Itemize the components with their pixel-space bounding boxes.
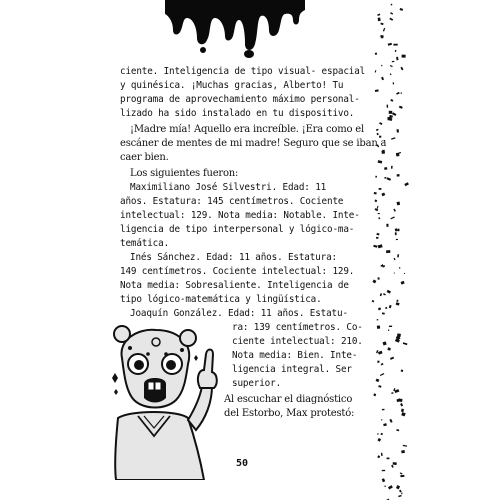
- text-line: del Estorbo, Max protestó:: [224, 408, 355, 419]
- text-line: ra: 139 centímetros. Co-: [232, 322, 363, 333]
- text-line: ciente intelectual: 210.: [232, 336, 363, 347]
- text-line: Los siguientes fueron:: [130, 168, 239, 179]
- page-number: 50: [235, 458, 249, 469]
- text-line: Inés Sánchez. Edad: 11 años. Estatura:: [130, 252, 337, 263]
- text-line: intelectual: 129. Nota media: Notable. Inte-: [120, 210, 360, 221]
- ink-speckle-border: [370, 0, 412, 500]
- text-line: ciente. Inteligencia de tipo visual- espacial: [120, 66, 366, 77]
- text-line: Nota media: Sobresaliente. Inteligencia de: [120, 280, 349, 291]
- text-line: Maximiliano José Silvestri. Edad: 11: [130, 182, 327, 193]
- cartoon-character-icon: [108, 318, 226, 480]
- text-line: lizado ha sido instalado en tu dispositivo.: [120, 108, 355, 119]
- text-line: Joaquín González. Edad: 11 años. Estatu-: [130, 308, 348, 319]
- text-line: 149 centímetros. Cociente intelectual: 129.: [120, 266, 355, 277]
- text-line: ligencia de tipo interpersonal y lógico-ma-: [120, 224, 355, 235]
- text-line: caer bien.: [120, 152, 169, 163]
- text-line: ligencia integral. Ser: [232, 364, 352, 375]
- text-line: y quinésica. ¡Muchas gracias, Alberto! Tu: [120, 80, 344, 91]
- text-line: temática.: [120, 238, 170, 249]
- text-line: años. Estatura: 145 centímetros. Cociente: [120, 196, 344, 207]
- text-line: ¡Madre mía! Aquello era increíble. ¡Era como el: [130, 124, 365, 135]
- text-line: superior.: [232, 378, 282, 389]
- text-line: programa de aprovechamiento máximo personal-: [120, 94, 360, 105]
- text-line: tipo lógico-matemática y lingüística.: [120, 294, 322, 305]
- ink-drip-icon: [165, 0, 305, 58]
- text-line: Al escuchar el diagnóstico: [224, 394, 353, 405]
- text-line: Nota media: Bien. Inte-: [232, 350, 358, 361]
- text-line: escáner de mentes de mi madre! Seguro que se iban a: [120, 138, 387, 149]
